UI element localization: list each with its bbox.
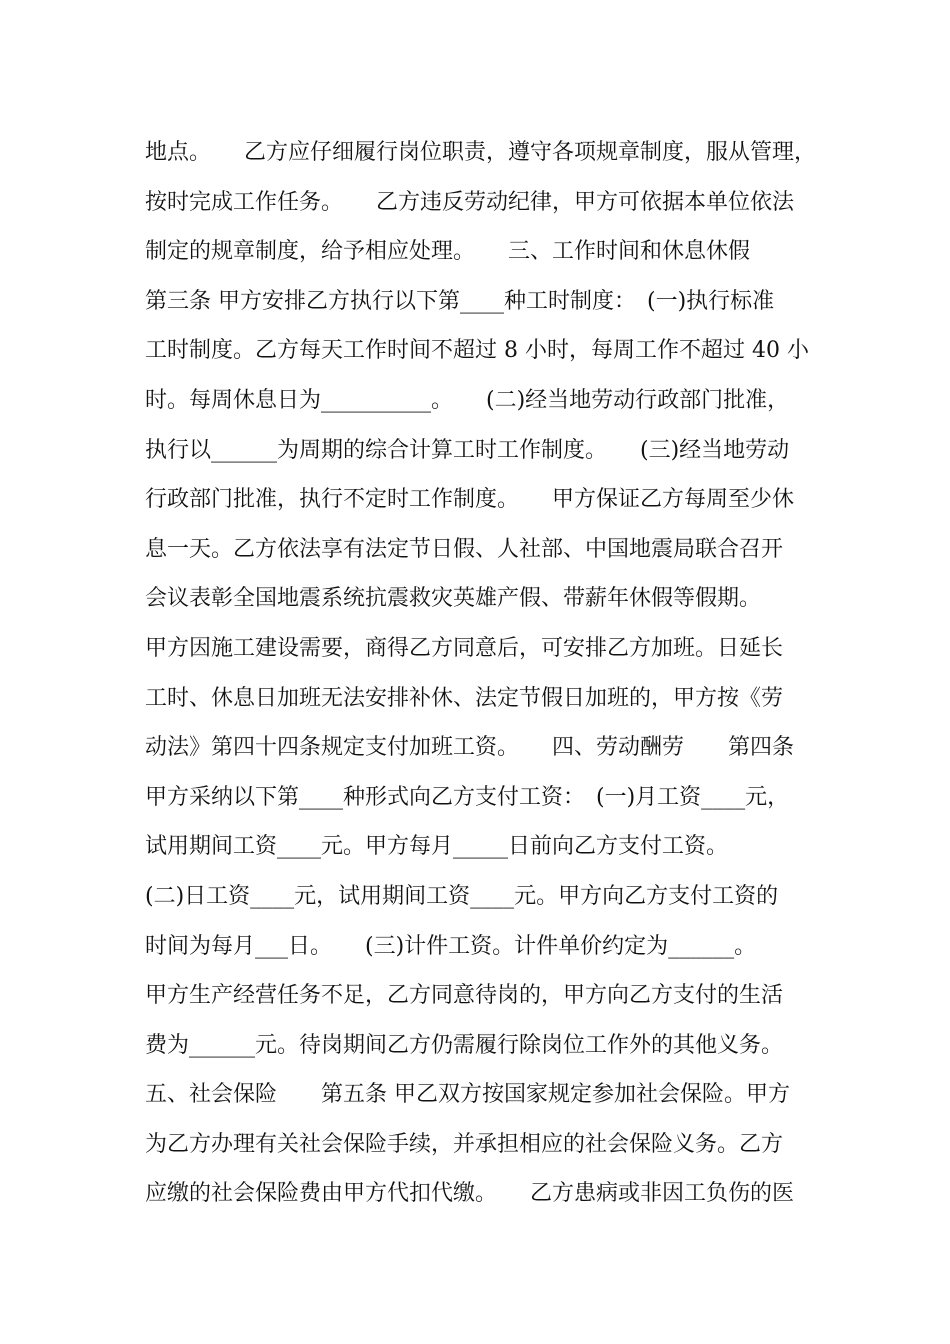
- text-line: 时。每周休息日为__________。 (二)经当地劳动行政部门批准，: [145, 387, 790, 413]
- text-line: 为乙方办理有关社会保险手续，并承担相应的社会保险义务。乙方: [145, 1131, 784, 1157]
- text-line: 息一天。乙方依法享有法定节日假、人社部、中国地震局联合召开: [145, 536, 784, 562]
- text-line: (二)日工资____元，试用期间工资____元。甲方向乙方支付工资的: [145, 883, 779, 909]
- text-line: 甲方生产经营任务不足，乙方同意待岗的，甲方向乙方支付的生活: [145, 983, 784, 1009]
- text-line: 动法》第四十四条规定支付加班工资。 四、劳动酬劳 第四条: [145, 735, 795, 761]
- text-line: 甲方因施工建设需要，商得乙方同意后，可安排乙方加班。日延长: [145, 635, 784, 661]
- text-line: 按时完成工作任务。 乙方违反劳动纪律，甲方可依据本单位依法: [145, 189, 795, 215]
- text-line: 行政部门批准，执行不定时工作制度。 甲方保证乙方每周至少休: [145, 487, 795, 513]
- text-line: 应缴的社会保险费由甲方代扣代缴。 乙方患病或非因工负伤的医: [145, 1181, 795, 1207]
- text-line: 制定的规章制度，给予相应处理。 三、工作时间和休息休假: [145, 239, 751, 265]
- text-line: 会议表彰全国地震系统抗震救灾英雄产假、带薪年休假等假期。: [145, 586, 762, 612]
- text-line: 时间为每月___日。 (三)计件工资。计件单价约定为______。: [145, 933, 757, 959]
- contract-body-text: [145, 128, 825, 1219]
- text-line: 执行以______为周期的综合计算工时工作制度。 (三)经当地劳动: [145, 437, 790, 463]
- text-line: 五、社会保险 第五条 甲乙双方按国家规定参加社会保险。甲方: [145, 1082, 790, 1108]
- text-line: 工时制度。乙方每天工作时间不超过 8 小时，每周工作不超过 40 小: [145, 338, 809, 364]
- text-line: 工时、休息日加班无法安排补休、法定节假日加班的，甲方按《劳: [145, 685, 784, 711]
- text-line: 甲方采纳以下第____种形式向乙方支付工资： (一)月工资____元，: [145, 784, 790, 810]
- text-line: 地点。 乙方应仔细履行岗位职责，遵守各项规章制度，服从管理，: [145, 140, 817, 165]
- text-line: 费为______元。待岗期间乙方仍需履行除岗位工作外的其他义务。: [145, 1032, 784, 1058]
- text-line: 第三条 甲方安排乙方执行以下第____种工时制度： (一)执行标准: [145, 288, 775, 314]
- text-line: 试用期间工资____元。甲方每月_____日前向乙方支付工资。: [145, 834, 729, 860]
